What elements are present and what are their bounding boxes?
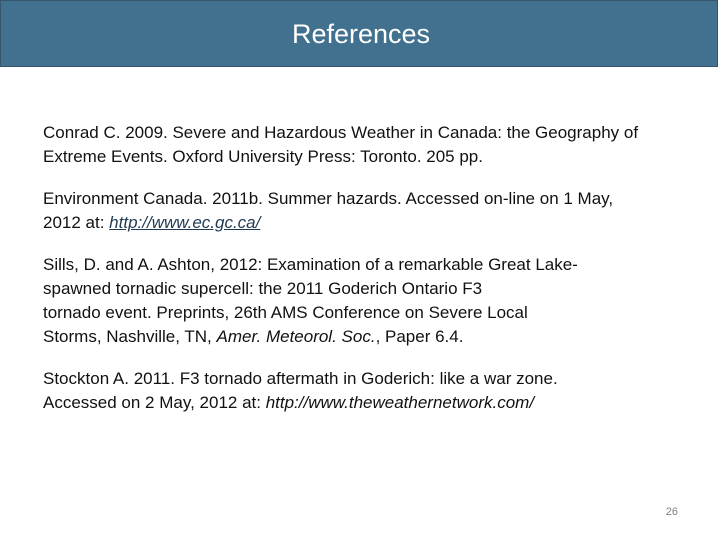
reference-text: 2012 at:: [43, 213, 110, 232]
reference-line: Extreme Events. Oxford University Press: Toronto. 205 pp.: [43, 147, 483, 166]
reference-item-environment-canada: [43, 187, 693, 235]
reference-line: tornado event. Preprints, 26th AMS Conference on Severe Local: [43, 303, 528, 322]
reference-text: Storms, Nashville, TN,: [43, 327, 217, 346]
reference-line: Environment Canada. 2011b. Summer hazards. Accessed on-line on 1 May,: [43, 189, 614, 208]
reference-text: Accessed on 2 May, 2012 at:: [43, 393, 266, 412]
reference-line: [43, 325, 693, 349]
references-list: [43, 121, 693, 433]
reference-line: spawned tornadic supercell: the 2011 Goderich Ontario F3: [43, 279, 483, 298]
ec-gc-link[interactable]: http://www.ec.gc.ca/: [109, 213, 261, 232]
reference-text: , Paper 6.4.: [375, 327, 464, 346]
reference-line: Stockton A. 2011. F3 tornado aftermath in Goderich: like a war zone.: [43, 369, 558, 388]
reference-line: [43, 211, 693, 235]
title-bar: [0, 0, 718, 67]
slide-title: References: [291, 19, 431, 49]
reference-item-conrad: [43, 121, 693, 169]
reference-item-sills: [43, 253, 693, 349]
journal-name: Amer. Meteorol. Soc.: [216, 327, 376, 346]
reference-line: [43, 391, 693, 415]
reference-item-stockton: [43, 367, 693, 415]
weathernetwork-url: http://www.theweathernetwork.com/: [265, 393, 535, 412]
reference-line: Sills, D. and A. Ashton, 2012: Examination of a remarkable Great Lake-: [43, 255, 578, 274]
page-number: 26: [665, 506, 678, 518]
reference-line: Conrad C. 2009. Severe and Hazardous Weather in Canada: the Geography of: [43, 123, 639, 142]
